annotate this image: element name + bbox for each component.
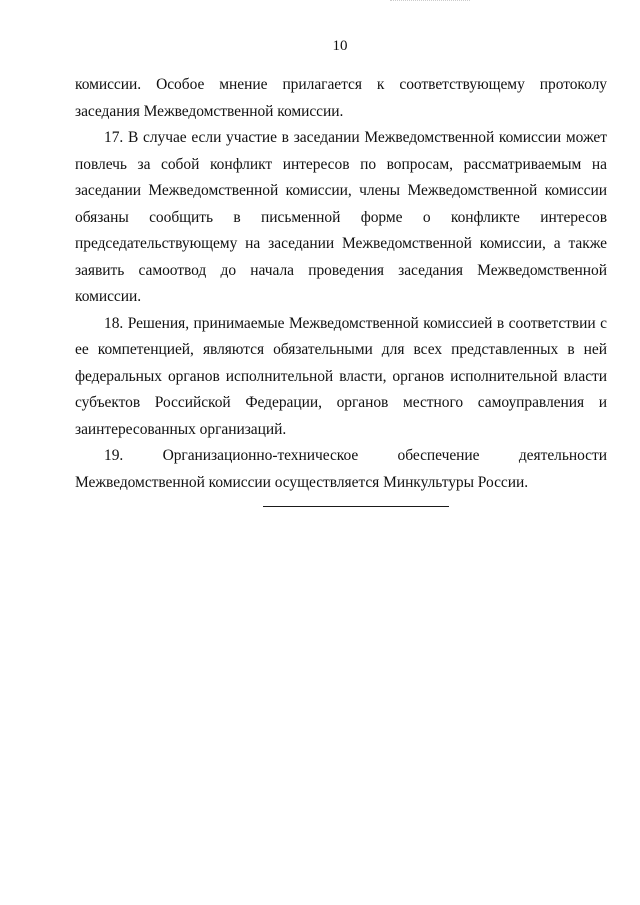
end-separator-line (263, 506, 449, 507)
paragraph-19-word: 19. (104, 447, 124, 464)
paragraph-19-rest: Межведомственной комиссии осуществляется Минкультуры России. (75, 473, 529, 491)
paragraph-16-continuation: комиссии. Особое мнение прилагается к соответствующему протоколу заседания Межведомственной комиссии. (75, 76, 607, 120)
paragraph-19-word: деятельности (518, 447, 607, 464)
paragraph-19-first-line (75, 443, 607, 470)
document-body (75, 72, 607, 496)
paragraph-19 (75, 443, 607, 496)
paragraph-17: 17. В случае если участие в заседании Межведомственной комиссии может повлечь за собой конфликт интересов по вопросам, рассматриваемым на заседании Межведомственной комиссии, члены Межведомственной комиссии обязаны сообщить в письменной форме о конфликте интересов председательствующему на заседании Межведомственной комиссии, а также заявить самоотвод до начала проведения заседания Межведомственной комиссии. (75, 129, 607, 305)
scan-artifact (390, 0, 470, 4)
paragraph-19-word: Организационно-техническое (162, 447, 359, 464)
paragraph-19-word: обеспечение (397, 447, 480, 464)
paragraph-18: 18. Решения, принимаемые Межведомственной комиссией в соответствии с ее компетенцией, являются обязательными для всех представленных в ней федеральных органов исполнительной власти, органов исполнительной власти субъектов Российской Федерации, органов местного самоуправления и заинтересованных организаций. (75, 314, 607, 438)
page-number: 10 (332, 38, 348, 54)
